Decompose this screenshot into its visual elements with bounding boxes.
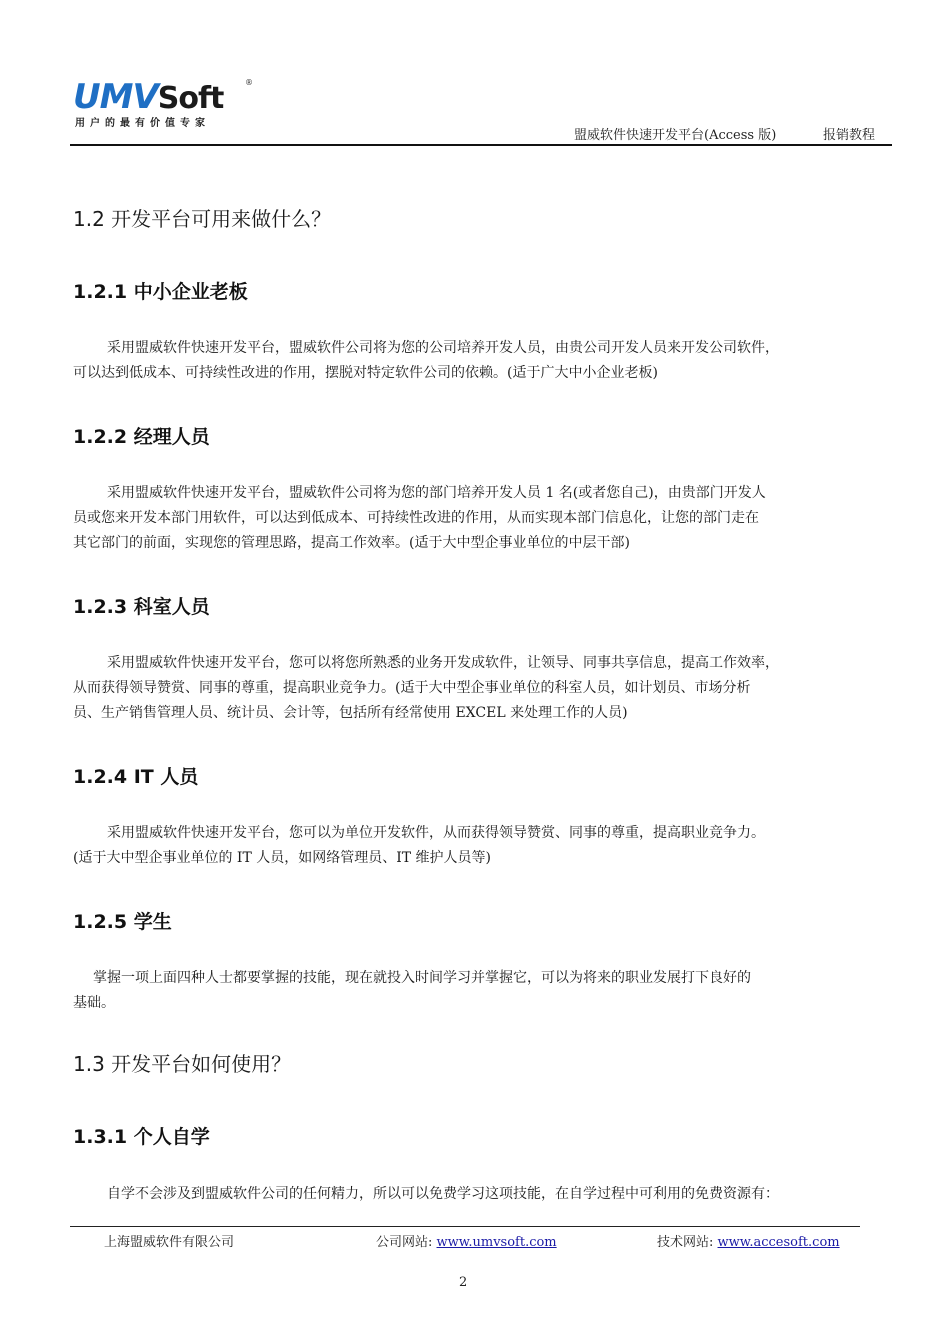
logo-tagline: 用户的最有价值专家 <box>75 118 210 129</box>
paragraph-line: 采用盟威软件快速开发平台，您可以为单位开发软件，从而获得领导赞赏、同事的尊重，提高职业竞争力。 <box>107 825 765 841</box>
footer-company: 上海盟威软件有限公司 <box>104 1235 235 1250</box>
subsection-heading-1-2-3: 1.2.3 科室人员 <box>73 596 210 618</box>
subsection-heading-1-2-2: 1.2.2 经理人员 <box>73 426 210 448</box>
paragraph-line: (适于大中型企事业单位的 IT 人员，如网络管理员、IT 维护人员等) <box>73 850 492 866</box>
header-doc-subtitle: 报销教程 <box>823 128 876 143</box>
paragraph-1-3-1 <box>73 1182 891 1207</box>
company-site-link[interactable]: www.umvsoft.com <box>436 1235 557 1250</box>
paragraph-1-2-1 <box>73 336 891 386</box>
paragraph-line: 可以达到低成本、可持续性改进的作用，摆脱对特定软件公司的依赖。(适于广大中小企业老板) <box>73 365 658 381</box>
logo-wordmark <box>73 77 224 117</box>
paragraph-1-2-3 <box>73 651 891 726</box>
paragraph-1-2-5 <box>73 966 891 1016</box>
footer-tech-site <box>657 1231 840 1250</box>
logo-soft-text: Soft <box>157 81 224 116</box>
paragraph-line: 自学不会涉及到盟威软件公司的任何精力，所以可以免费学习这项技能，在自学过程中可利用的免费资源有： <box>107 1186 779 1202</box>
subsection-heading-1-2-5: 1.2.5 学生 <box>73 911 172 933</box>
header-divider <box>70 144 892 146</box>
paragraph-1-2-4 <box>73 821 891 871</box>
footer-tech-label: 技术网站: <box>657 1235 718 1250</box>
paragraph-line: 基础。 <box>73 995 115 1011</box>
paragraph-line: 采用盟威软件快速开发平台，您可以将您所熟悉的业务开发成软件，让领导、同事共享信息，提高工作效率， <box>107 655 779 671</box>
footer-divider <box>70 1226 860 1227</box>
footer-site-label: 公司网站: <box>376 1235 437 1250</box>
paragraph-line: 从而获得领导赞赏、同事的尊重，提高职业竞争力。(适于大中型企事业单位的科室人员，如计划员、市场分析 <box>73 680 751 696</box>
umvsoft-logo <box>73 77 263 129</box>
page-number: 2 <box>459 1275 468 1290</box>
header-doc-title: 盟威软件快速开发平台(Access 版) <box>574 128 777 143</box>
tech-site-link[interactable]: www.accesoft.com <box>717 1235 840 1250</box>
logo-umv-text: UMV <box>73 77 158 117</box>
paragraph-line: 其它部门的前面，实现您的管理思路，提高工作效率。(适于大中型企事业单位的中层干部) <box>73 535 630 551</box>
subsection-heading-1-2-4: 1.2.4 IT 人员 <box>73 766 199 788</box>
paragraph-1-2-2 <box>73 481 891 556</box>
registered-mark: ® <box>245 78 253 87</box>
paragraph-line: 员、生产销售管理人员、统计员、会计等，包括所有经常使用 EXCEL 来处理工作的人员) <box>73 705 628 721</box>
paragraph-line: 采用盟威软件快速开发平台，盟威软件公司将为您的公司培养开发人员，由贵公司开发人员来开发公司软件， <box>107 340 779 356</box>
paragraph-line: 员或您来开发本部门用软件，可以达到低成本、可持续性改进的作用，从而实现本部门信息化，让您的部门走在 <box>73 510 759 526</box>
section-heading-1-3: 1.3 开发平台如何使用？ <box>73 1052 292 1076</box>
section-heading-1-2: 1.2 开发平台可用来做什么？ <box>73 207 332 231</box>
footer-company-site <box>376 1231 557 1250</box>
subsection-heading-1-3-1: 1.3.1 个人自学 <box>73 1126 210 1148</box>
paragraph-line: 采用盟威软件快速开发平台，盟威软件公司将为您的部门培养开发人员 1 名(或者您自己)，由贵部门开发人 <box>107 485 766 501</box>
subsection-heading-1-2-1: 1.2.1 中小企业老板 <box>73 281 248 303</box>
paragraph-line: 掌握一项上面四种人士都要掌握的技能，现在就投入时间学习并掌握它，可以为将来的职业发展打下良好的 <box>93 970 751 986</box>
